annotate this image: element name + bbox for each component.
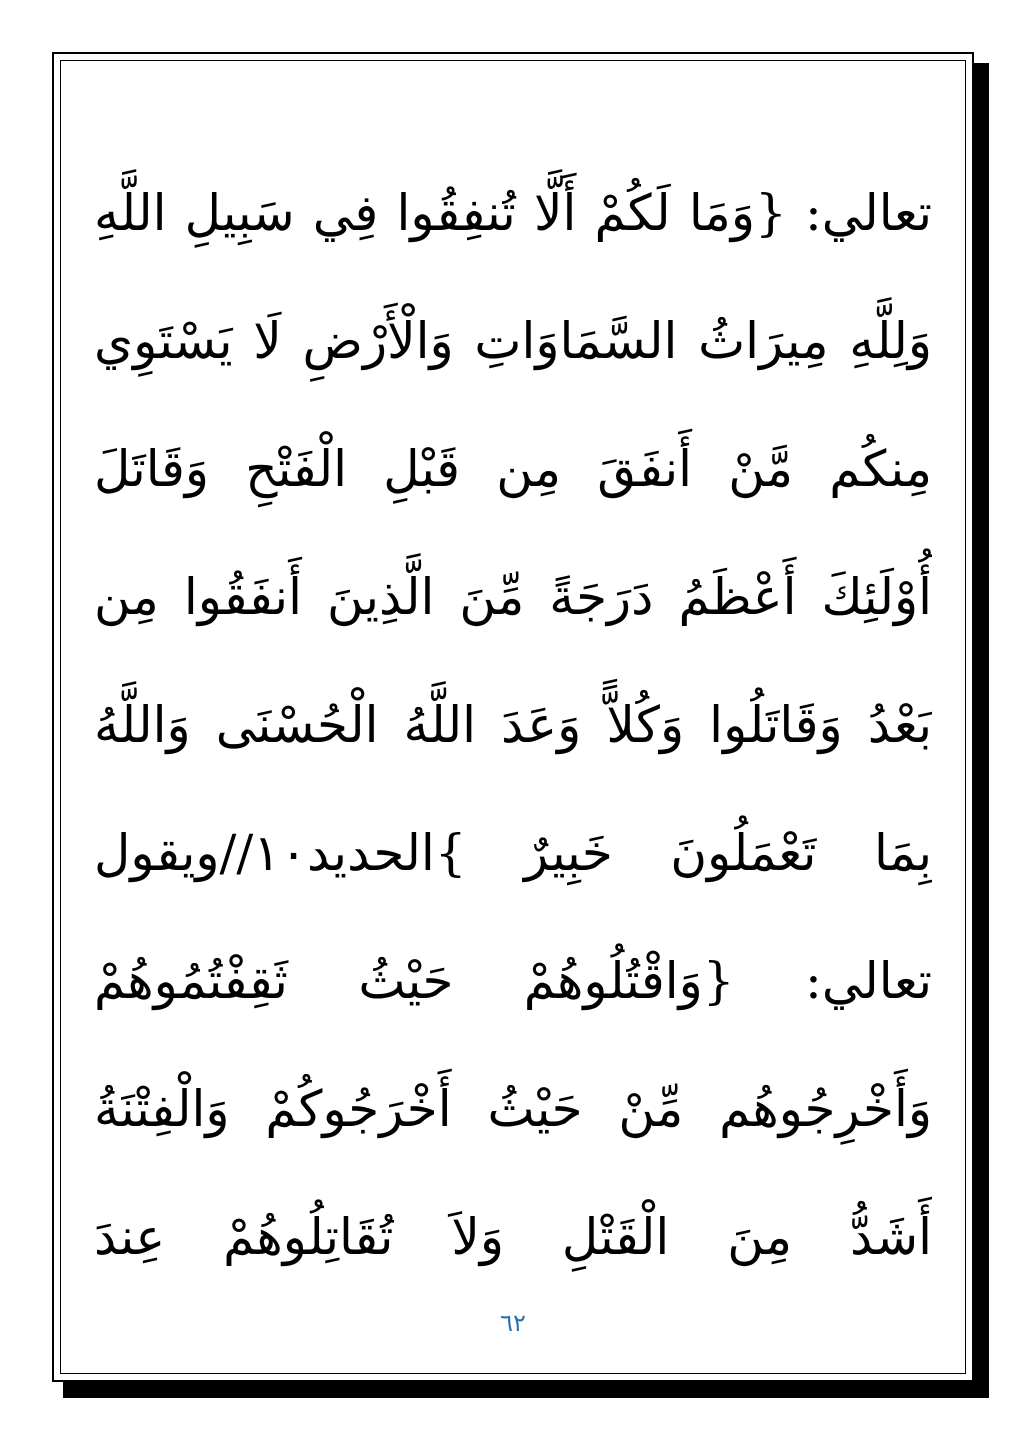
text-line-5: بَعْدُ وَقَاتَلُوا وَكُلاًّ وَعَدَ اللَّهُ الْحُسْنَى وَاللَّهُ xyxy=(94,696,932,754)
text-line-8: وَأَخْرِجُوهُم مِّنْ حَيْثُ أَخْرَجُوكُمْ وَالْفِتْنَةُ xyxy=(94,1080,932,1138)
text-line-4: أُوْلَئِكَ أَعْظَمُ دَرَجَةً مِّنَ الَّذِينَ أَنفَقُوا مِن xyxy=(94,568,932,626)
page-number: ٦٢ xyxy=(500,1309,526,1337)
page-frame xyxy=(52,52,974,1382)
text-line-6: بِمَا تَعْمَلُونَ خَبِيرٌ }الحديد١٠//ويقول xyxy=(94,824,932,882)
text-line-7: تعالي: {وَاقْتُلُوهُمْ حَيْثُ ثَقِفْتُمُوهُمْ xyxy=(94,952,932,1010)
text-line-2: وَلِلَّهِ مِيرَاثُ السَّمَاوَاتِ وَالْأَرْضِ لَا يَسْتَوِي xyxy=(94,312,932,370)
text-line-9: أَشَدُّ مِنَ الْقَتْلِ وَلاَ تُقَاتِلُوهُمْ عِندَ xyxy=(94,1208,932,1266)
body-text xyxy=(94,149,932,1301)
text-line-3: مِنكُم مَّنْ أَنفَقَ مِن قَبْلِ الْفَتْحِ وَقَاتَلَ xyxy=(94,440,932,498)
text-line-1: تعالي: {وَمَا لَكُمْ أَلَّا تُنفِقُوا فِي سَبِيلِ اللَّهِ xyxy=(94,184,932,242)
